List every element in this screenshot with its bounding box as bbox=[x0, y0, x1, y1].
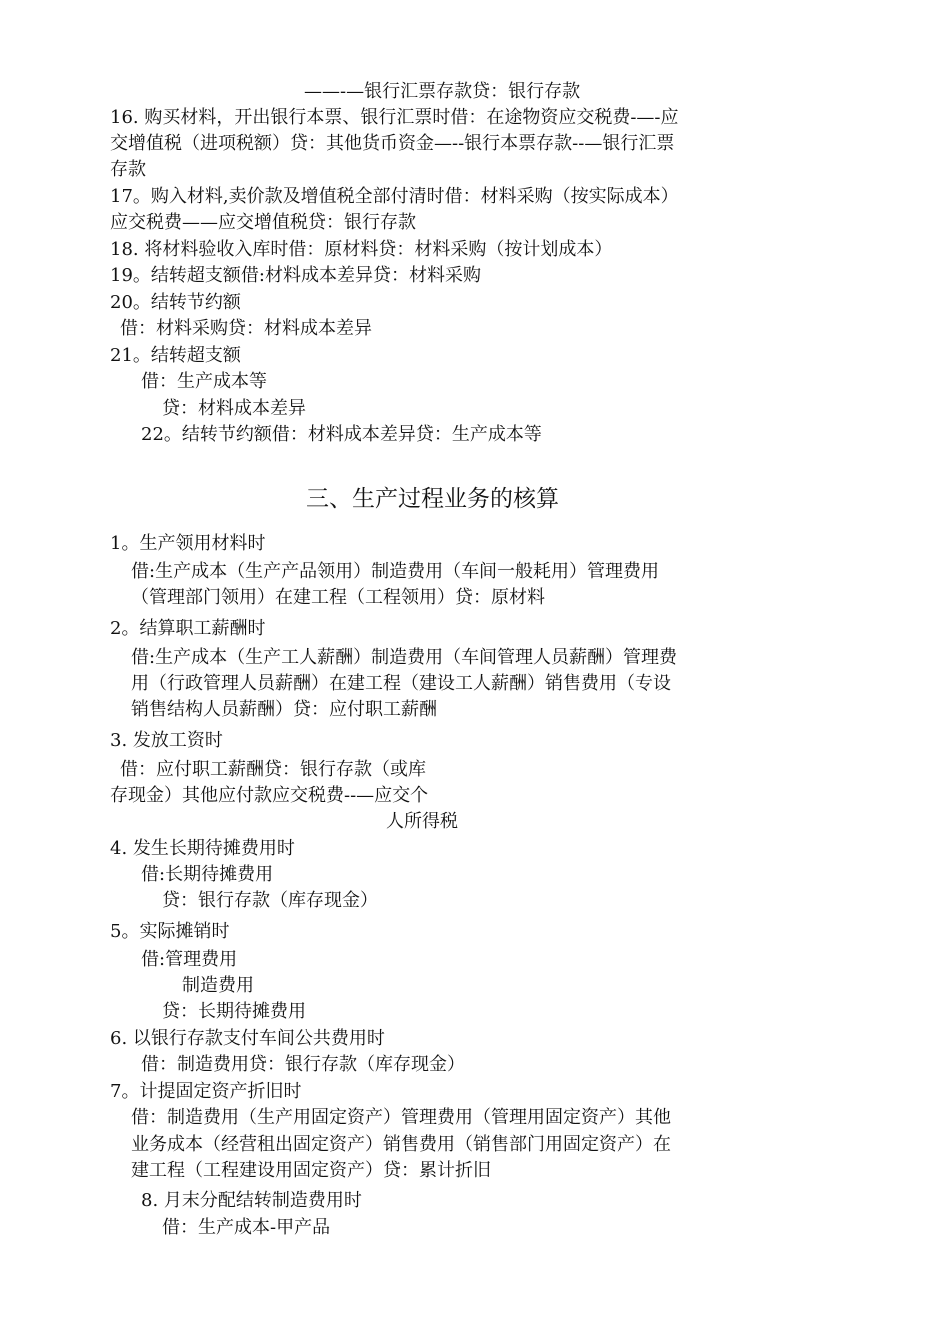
text-line: 存现金）其他应付款应交税费--—应交个 bbox=[110, 785, 429, 806]
text-line: 借：制造费用贷：银行存款（库存现金） bbox=[141, 1054, 465, 1075]
text-line: 建工程（工程建设用固定资产）贷：累计折旧 bbox=[131, 1160, 491, 1181]
text-line: 22。结转节约额借：材料成本差异贷：生产成本等 bbox=[141, 424, 542, 445]
text-line: 1。生产领用材料时 bbox=[110, 533, 266, 554]
text-line: 借：应付职工薪酬贷：银行存款（或库 bbox=[120, 759, 426, 780]
text-line: 5。实际摊销时 bbox=[110, 921, 230, 942]
text-line: 借：材料采购贷：材料成本差异 bbox=[120, 318, 372, 339]
section-heading: 三、生产过程业务的核算 bbox=[306, 486, 559, 512]
text-line: 3. 发放工资时 bbox=[110, 730, 223, 751]
text-line: 贷：长期待摊费用 bbox=[162, 1001, 306, 1022]
text-line: 2。结算职工薪酬时 bbox=[110, 618, 266, 639]
text-line: 借:生产成本（生产工人薪酬）制造费用（车间管理人员薪酬）管理费 bbox=[131, 647, 678, 668]
text-line: 制造费用 bbox=[182, 975, 254, 996]
text-line: 用（行政管理人员薪酬）在建工程（建设工人薪酬）销售费用（专设 bbox=[131, 673, 671, 694]
text-line: 7。计提固定资产折旧时 bbox=[110, 1081, 302, 1102]
text-line: 业务成本（经营租出固定资产）销售费用（销售部门用固定资产）在 bbox=[131, 1134, 671, 1155]
text-line: 贷：材料成本差异 bbox=[162, 398, 306, 419]
text-line: 4. 发生长期待摊费用时 bbox=[110, 838, 295, 859]
text-line: 21。结转超支额 bbox=[110, 345, 241, 366]
text-line: 8. 月末分配结转制造费用时 bbox=[141, 1190, 362, 1211]
text-line: 销售结构人员薪酬）贷：应付职工薪酬 bbox=[131, 699, 437, 720]
text-line: 人所得税 bbox=[386, 811, 458, 832]
text-line: ——-—银行汇票存款贷：银行存款 bbox=[304, 81, 581, 102]
text-line: 16. 购买材料，开出银行本票、银行汇票时借：在途物资应交税费-—-应 bbox=[110, 107, 679, 128]
text-line: 借:管理费用 bbox=[141, 949, 238, 970]
text-line: 应交税费——应交增值税贷：银行存款 bbox=[110, 212, 416, 233]
text-line: 17。购入材料,卖价款及增值税全部付清时借：材料采购（按实际成本） bbox=[110, 186, 679, 207]
text-line: 借：生产成本-甲产品 bbox=[162, 1217, 331, 1238]
text-line: 借:生产成本（生产产品领用）制造费用（车间一般耗用）管理费用 bbox=[131, 561, 660, 582]
text-line: 借：制造费用（生产用固定资产）管理费用（管理用固定资产）其他 bbox=[131, 1107, 671, 1128]
text-line: 借:长期待摊费用 bbox=[141, 864, 274, 885]
text-line: 存款 bbox=[110, 159, 146, 180]
text-line: （管理部门领用）在建工程（工程领用）贷：原材料 bbox=[131, 587, 545, 608]
text-line: 18. 将材料验收入库时借：原材料贷：材料采购（按计划成本） bbox=[110, 239, 613, 260]
text-line: 6. 以银行存款支付车间公共费用时 bbox=[110, 1028, 385, 1049]
text-line: 交增值税（进项税额）贷：其他货币资金—--银行本票存款--—银行汇票 bbox=[110, 133, 675, 154]
text-line: 贷：银行存款（库存现金） bbox=[162, 890, 378, 911]
text-line: 19。结转超支额借:材料成本差异贷：材料采购 bbox=[110, 265, 481, 286]
text-line: 20。结转节约额 bbox=[110, 292, 241, 313]
text-line: 借：生产成本等 bbox=[141, 371, 267, 392]
